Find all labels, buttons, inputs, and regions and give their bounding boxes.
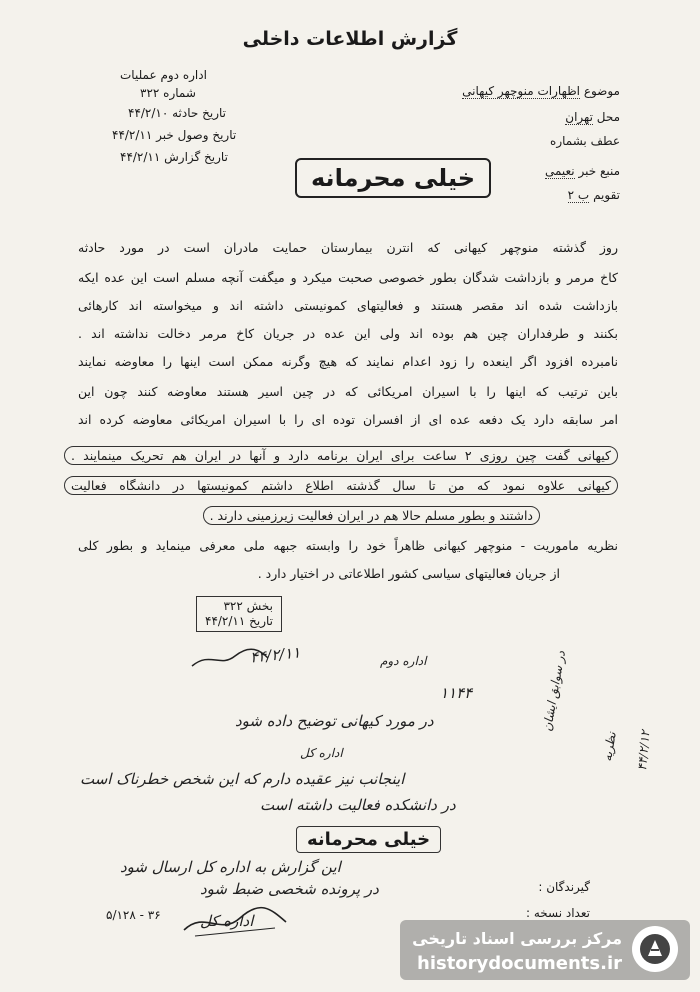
rating-label: تقویم [593, 188, 620, 202]
source-label: منبع خبر [578, 164, 620, 178]
document-title: گزارش اطلاعات داخلی [242, 28, 458, 50]
section-stamp [196, 596, 282, 632]
place-label: محل [596, 110, 620, 124]
signature-scribble [180, 900, 290, 940]
rating-field [568, 188, 620, 202]
body-line: روز گذشته منوچهر کیهانی که انترن بیمارستان حمایت مادران است در مورد حادثه [78, 240, 618, 255]
source-field [545, 164, 620, 178]
handwritten-note: این گزارش به اداره کل ارسال شود [120, 858, 341, 876]
confidential-stamp: خیلی محرمانه [295, 158, 491, 198]
section-number: بخش ۳۲۲ [223, 599, 274, 613]
watermark-text-fa: مرکز بررسی اسناد تاریخی [412, 929, 622, 948]
handwritten-note: اداره دوم [380, 654, 427, 668]
receipt-date: تاریخ وصول خبر ۴۴/۲/۱۱ [112, 128, 237, 142]
body-line: کاخ مرمر و بازداشت شدگان بطور خصوصی صحبت میکرد و میگفت آنچه مسلم است این عده ایکه [78, 270, 618, 285]
handwritten-note: اداره کل [200, 912, 254, 930]
opinion-line: نظریه ماموریت - منوچهر کیهانی ظاهراً خود را وابسته جبهه ملی معرفی مینماید و بطور کلی [78, 538, 618, 553]
archive-logo-icon [632, 926, 678, 972]
subject-label: موضوع [583, 84, 620, 98]
handwritten-note: در پرونده شخصی ضبط شود [200, 880, 379, 898]
handwritten-note: در مورد کیهانی توضیح داده شود [235, 712, 434, 730]
watermark-text-en: historydocuments.ir [417, 953, 622, 974]
body-line: باین ترتیب که اینها را با اسیران امریکائی که در چین اسیر هستند معاوضه کنند چون این [78, 384, 618, 399]
handwritten-note: در دانشکده فعالیت داشته است [260, 796, 456, 814]
document-code: ۳۶ - ۵/۱۲۸ [106, 908, 161, 922]
report-date: تاریخ گزارش ۴۴/۲/۱۱ [120, 150, 228, 164]
opinion-line: از جریان فعالیتهای سیاسی کشور اطلاعاتی در اختیار دارد . [257, 566, 560, 581]
confidential-stamp-small: خیلی محرمانه [296, 826, 441, 853]
recipients-label: گیرندگان : [538, 880, 590, 894]
body-line: امر سابقه دارد یک دفعه عده ای از افسران توده ای را با اسیران امریکائی معاوضه کرده اند [78, 412, 618, 427]
highlighted-line: کیهانی گفت چین روزی ۲ ساعت برای ایران برنامه دارد و آنها در ایران هم تحریک مینمایند . [64, 446, 618, 465]
copies-label: تعداد نسخه : [525, 906, 590, 920]
body-line: بکنند و طرفداران چین هم بوده اند ولی این عده در جریان کاخ مرمر دخالت نداشته اند . [78, 326, 618, 341]
signature-scribble [190, 646, 270, 670]
section-date: تاریخ ۴۴/۲/۱۱ [205, 614, 274, 628]
subject-field [462, 84, 620, 98]
rating-value: ب ۲ [567, 188, 590, 202]
source-value: نعیمی [544, 164, 575, 178]
department-label: اداره دوم عملیات [120, 68, 207, 82]
highlighted-line: داشتند و بطور مسلم حالا هم در ایران فعالیت زیرزمینی دارند . [203, 506, 540, 525]
body-line: بازداشت شده اند مقصر هستند و فعالیتهای کمونیستی داشته اند و میخواسته اند کارهائی [78, 298, 618, 313]
body-line: نامبرده افزود اگر اینعده را زود اعدام نمایند که هیچ وگرنه ممکن است اینها را معاوضه نمایند [78, 354, 618, 369]
handwritten-side-note: ۴۴/۲/۱۲ [635, 729, 653, 772]
handwritten-side-note: در سوابق ایشان [540, 649, 568, 733]
place-field [565, 110, 620, 124]
handwritten-date: ۴۴/۲/۱۱ [249, 643, 302, 667]
place-value: تهران [565, 110, 593, 124]
handwritten-note: اداره کل [300, 746, 343, 760]
highlighted-line: کیهانی علاوه نمود که من تا سال گذشته اطلاع داشتم کمونیستها در دانشگاه فعالیت [64, 476, 618, 495]
handwritten-side-note: نظریه [600, 730, 619, 763]
ref-field: عطف بشماره [550, 134, 620, 148]
handwritten-note: اینجانب نیز عقیده دارم که این شخص خطرناک است [80, 770, 405, 788]
subject-value: اظهارات منوچهر کیهانی [462, 84, 580, 98]
event-date: تاریخ حادثه ۴۴/۲/۱۰ [128, 106, 227, 120]
report-number: شماره ۳۲۲ [140, 86, 196, 100]
handwritten-note: ۱۱۴۴ [440, 684, 473, 702]
